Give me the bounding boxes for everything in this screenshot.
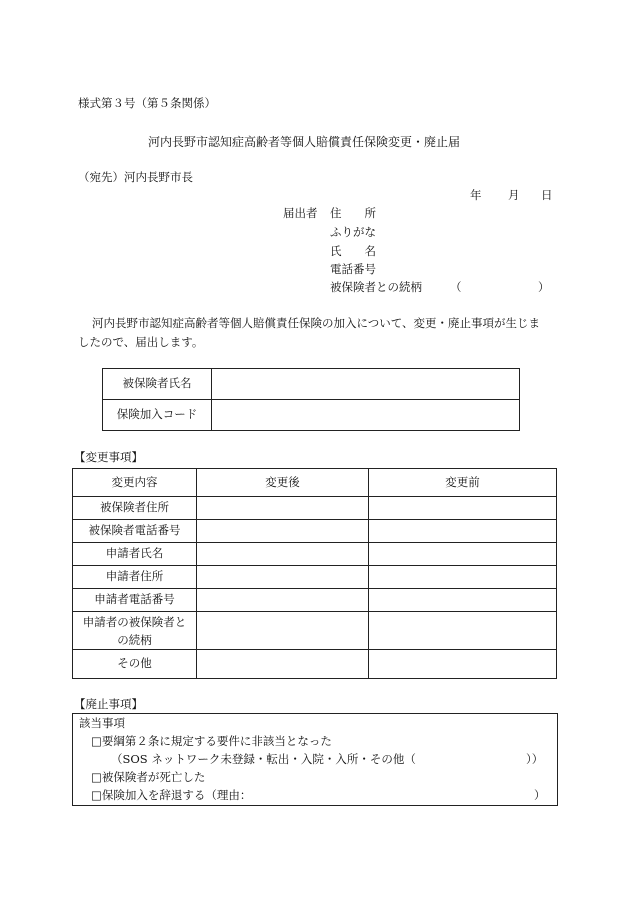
phone-label: 電話番号 <box>330 262 376 276</box>
row-label-insured-phone: 被保険者電話番号 <box>73 520 197 543</box>
after-field[interactable] <box>197 612 369 650</box>
insurance-code-field[interactable] <box>212 400 520 431</box>
relation-close-paren: ） <box>538 280 550 294</box>
furigana-label: ふりがな <box>330 225 376 239</box>
after-field[interactable] <box>197 543 369 566</box>
page-title: 河内長野市認知症高齢者等個人賠償責任保険変更・廃止届 <box>148 135 461 149</box>
insurance-code-label: 保険加入コード <box>103 400 212 431</box>
row-label-applicant-phone: 申請者電話番号 <box>73 589 197 612</box>
table-row <box>73 469 557 497</box>
body-text-line1: 河内長野市認知症高齢者等個人賠償責任保険の加入について、変更・廃止事項が生じま <box>92 316 541 330</box>
form-number: 様式第３号（第５条関係） <box>78 96 216 110</box>
insured-name-field[interactable] <box>212 369 520 400</box>
relation-label: 被保険者との続柄 <box>330 280 422 294</box>
abolish-box <box>72 713 558 806</box>
abolish-box-title: 該当事項 <box>79 716 125 730</box>
after-field[interactable] <box>197 589 369 612</box>
table-row <box>73 497 557 520</box>
address-label: 住 所 <box>330 206 376 220</box>
table-row <box>73 650 557 679</box>
table-row <box>103 369 520 400</box>
change-section-heading: 【変更事項】 <box>74 450 143 464</box>
option-requirement-checkbox[interactable]: □要綱第２条に規定する要件に非該当となった <box>91 734 332 748</box>
before-field[interactable] <box>369 520 557 543</box>
option-decline-close-paren: ） <box>534 788 546 802</box>
before-field[interactable] <box>369 566 557 589</box>
addressee: （宛先）河内長野市長 <box>78 170 193 184</box>
before-field[interactable] <box>369 612 557 650</box>
after-field[interactable] <box>197 520 369 543</box>
row-label-insured-address: 被保険者住所 <box>73 497 197 520</box>
table-row <box>73 566 557 589</box>
row-label-other: その他 <box>73 650 197 679</box>
before-field[interactable] <box>369 497 557 520</box>
applicant-label: 届出者 <box>283 206 318 220</box>
date-year-label: 年 <box>470 188 482 202</box>
before-field[interactable] <box>369 650 557 679</box>
body-text-line2: したので、届出します。 <box>78 335 204 349</box>
insured-name-label: 被保険者氏名 <box>103 369 212 400</box>
after-field[interactable] <box>197 497 369 520</box>
table-row <box>73 589 557 612</box>
before-field[interactable] <box>369 589 557 612</box>
option-requirement-detail: （SOS ネットワーク未登録・転出・入院・入所・その他（ <box>111 752 416 766</box>
header-after: 変更後 <box>197 469 369 497</box>
table-row <box>73 612 557 650</box>
header-before: 変更前 <box>369 469 557 497</box>
after-field[interactable] <box>197 650 369 679</box>
abolish-section-heading: 【廃止事項】 <box>74 697 143 711</box>
option-decline-checkbox[interactable]: □保険加入を辞退する（理由： <box>91 788 252 802</box>
date-month-label: 月 <box>508 188 520 202</box>
row-label-relation-line2: の続柄 <box>117 632 152 647</box>
table-row <box>73 520 557 543</box>
row-label-applicant-address: 申請者住所 <box>73 566 197 589</box>
table-row <box>103 400 520 431</box>
insured-table <box>102 368 520 431</box>
table-row <box>73 543 557 566</box>
row-label-relation <box>73 612 197 650</box>
option-requirement-detail-close: ）） <box>526 752 544 766</box>
before-field[interactable] <box>369 543 557 566</box>
header-change-content: 変更内容 <box>73 469 197 497</box>
change-table <box>72 468 557 679</box>
name-label: 氏 名 <box>330 244 376 258</box>
row-label-relation-line1: 申請者の被保険者と <box>82 614 187 629</box>
date-day-label: 日 <box>541 188 553 202</box>
after-field[interactable] <box>197 566 369 589</box>
relation-open-paren: （ <box>450 280 462 294</box>
row-label-applicant-name: 申請者氏名 <box>73 543 197 566</box>
option-deceased-checkbox[interactable]: □被保険者が死亡した <box>91 770 206 784</box>
